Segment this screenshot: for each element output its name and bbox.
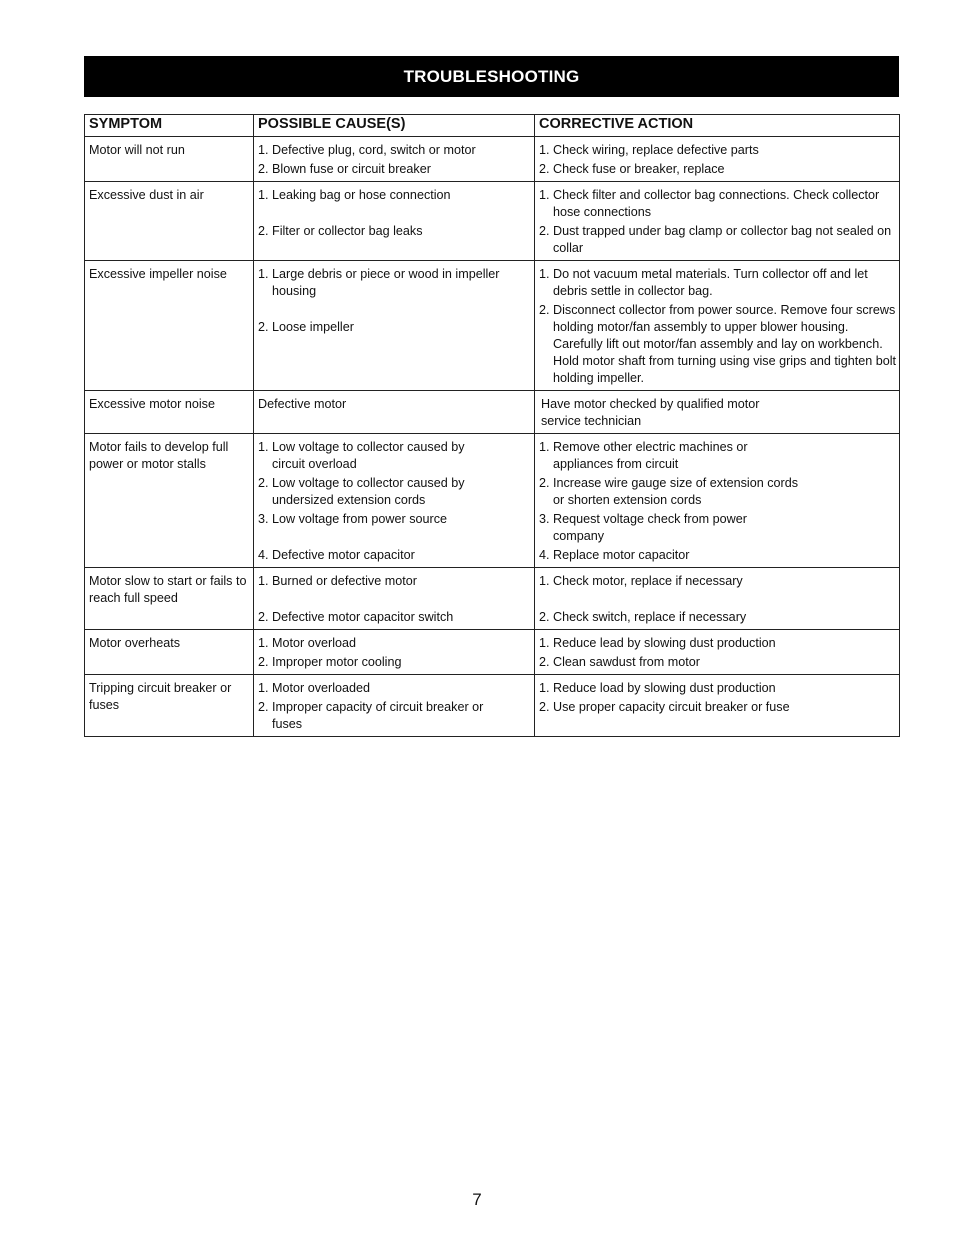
troubleshooting-table (84, 114, 900, 737)
item-number: 2. (258, 655, 269, 669)
symptom-cell (85, 675, 254, 737)
item-number: 1. (258, 143, 269, 157)
action-item (539, 161, 896, 178)
item-text: Check fuse or breaker, replace (553, 162, 725, 176)
item-text: Dust trapped under bag clamp or collector bag not sealed on collar (553, 224, 892, 255)
item-number: 2. (258, 320, 269, 334)
cause-item (258, 439, 531, 473)
item-number: 1. (539, 267, 550, 281)
item-number: 1. (258, 681, 269, 695)
cause-cell (254, 137, 535, 182)
table-row (85, 675, 900, 737)
item-text: Check wiring, replace defective parts (553, 143, 759, 157)
item-text: Do not vacuum metal materials. Turn collector off and let debris settle in collector bag. (553, 267, 868, 298)
section-title: TROUBLESHOOTING (403, 66, 580, 86)
symptom-cell (85, 434, 254, 568)
cause-item (258, 609, 531, 626)
action-item (539, 223, 896, 257)
cause-item (258, 573, 531, 590)
item-text: Motor overload (272, 636, 356, 650)
cause-item (258, 635, 531, 652)
symptom-text: Tripping circuit breaker or fuses (89, 681, 232, 712)
item-text: Disconnect collector from power source. Remove four screws holding motor/fan assembly to upper blower housing. Carefully lift out motor/fan assembly and lay on workbench. Hold motor shaft from turning using vise grips and tighten bolt holding impeller. (553, 303, 897, 385)
item-text: Replace motor capacitor (553, 548, 690, 562)
symptom-cell (85, 391, 254, 434)
item-number: 2. (539, 224, 550, 238)
cause-item (258, 396, 531, 413)
item-number: 1. (539, 188, 550, 202)
table-row (85, 434, 900, 568)
action-item (539, 654, 896, 671)
symptom-text: Excessive dust in air (89, 188, 204, 202)
item-text: Blown fuse or circuit breaker (272, 162, 431, 176)
symptom-cell (85, 568, 254, 630)
item-text: Check motor, replace if necessary (553, 574, 743, 588)
item-text: Reduce lead by slowing dust production (553, 636, 776, 650)
symptom-cell (85, 137, 254, 182)
item-number: 4. (539, 548, 550, 562)
item-number: 2. (539, 700, 550, 714)
item-text: Low voltage from power source (272, 512, 447, 526)
action-item (539, 635, 896, 652)
symptom-text: Motor will not run (89, 143, 185, 157)
item-text: Increase wire gauge size of extension cords or shorten extension cords (553, 476, 799, 507)
item-number: 3. (539, 512, 550, 526)
item-text: Burned or defective motor (272, 574, 417, 588)
action-item (539, 302, 896, 387)
item-text: Improper motor cooling (272, 655, 402, 669)
item-text: Defective motor (258, 397, 347, 411)
item-text: Low voltage to collector caused by undersized extension cords (272, 476, 465, 507)
item-text: Remove other electric machines or appliances from circuit (553, 440, 748, 471)
cause-cell (254, 568, 535, 630)
action-item (539, 547, 896, 564)
table-row (85, 182, 900, 261)
item-number: 2. (258, 224, 269, 238)
item-number: 3. (258, 512, 269, 526)
symptom-cell (85, 630, 254, 675)
item-number: 2. (539, 162, 550, 176)
cause-item (258, 511, 531, 528)
page-number: 7 (472, 1190, 482, 1209)
item-number: 1. (258, 267, 269, 281)
item-number: 2. (258, 162, 269, 176)
item-text: Motor overloaded (272, 681, 371, 695)
item-text: Low voltage to collector caused by circuit overload (272, 440, 465, 471)
action-item (539, 680, 896, 697)
item-number: 1. (258, 188, 269, 202)
item-text: Reduce load by slowing dust production (553, 681, 776, 695)
action-cell (535, 630, 900, 675)
item-text: Defective plug, cord, switch or motor (272, 143, 476, 157)
item-number: 2. (539, 610, 550, 624)
cause-cell (254, 261, 535, 391)
item-number: 1. (539, 636, 550, 650)
item-text: Request voltage check from power company (553, 512, 747, 543)
item-number: 1. (258, 574, 269, 588)
item-text: Improper capacity of circuit breaker or fuses (272, 700, 484, 731)
item-number: 2. (539, 303, 550, 317)
symptom-text: Motor fails to develop full power or motor stalls (89, 440, 229, 471)
item-text: Defective motor capacitor (272, 548, 415, 562)
cause-cell (254, 630, 535, 675)
item-number: 2. (539, 476, 550, 490)
action-item (539, 609, 896, 626)
symptom-cell (85, 182, 254, 261)
symptom-cell (85, 261, 254, 391)
action-item (539, 142, 896, 159)
item-text: Use proper capacity circuit breaker or fuse (553, 700, 790, 714)
action-cell (535, 391, 900, 434)
cause-item (258, 223, 531, 240)
cause-item (258, 547, 531, 564)
item-number: 2. (258, 610, 269, 624)
header-possible-causes: POSSIBLE CAUSE(S) (254, 115, 535, 137)
action-cell (535, 675, 900, 737)
item-number: 1. (539, 681, 550, 695)
item-number: 2. (258, 700, 269, 714)
section-title-banner (84, 56, 899, 97)
symptom-text: Motor slow to start or fails to reach full speed (89, 574, 247, 605)
action-item (539, 511, 896, 545)
action-cell (535, 137, 900, 182)
cause-item (258, 161, 531, 178)
item-number: 1. (539, 574, 550, 588)
table-row (85, 137, 900, 182)
item-text: Defective motor capacitor switch (272, 610, 454, 624)
header-symptom: SYMPTOM (85, 115, 254, 137)
action-cell (535, 182, 900, 261)
table-row (85, 630, 900, 675)
action-item (539, 187, 896, 221)
item-number: 2. (258, 476, 269, 490)
action-cell (535, 261, 900, 391)
action-item (541, 396, 896, 430)
action-item (539, 573, 896, 590)
cause-cell (254, 182, 535, 261)
cause-cell (254, 434, 535, 568)
table-row (85, 391, 900, 434)
item-text: Check switch, replace if necessary (553, 610, 747, 624)
cause-item (258, 142, 531, 159)
cause-item (258, 475, 531, 509)
action-item (539, 266, 896, 300)
item-number: 1. (258, 636, 269, 650)
cause-item (258, 654, 531, 671)
cause-cell (254, 675, 535, 737)
item-text: Have motor checked by qualified motor service technician (541, 397, 760, 428)
cause-cell (254, 391, 535, 434)
item-number: 4. (258, 548, 269, 562)
item-text: Leaking bag or hose connection (272, 188, 451, 202)
item-number: 2. (539, 655, 550, 669)
table-header-row (85, 115, 900, 137)
item-text: Clean sawdust from motor (553, 655, 700, 669)
symptom-text: Motor overheats (89, 636, 180, 650)
action-cell (535, 434, 900, 568)
item-text: Filter or collector bag leaks (272, 224, 423, 238)
cause-item (258, 266, 531, 300)
symptom-text: Excessive impeller noise (89, 267, 227, 281)
header-corrective-action: CORRECTIVE ACTION (535, 115, 900, 137)
action-item (539, 699, 896, 716)
item-text: Check filter and collector bag connections. Check collector hose connections (553, 188, 880, 219)
action-item (539, 475, 896, 509)
table-row (85, 568, 900, 630)
cause-item (258, 187, 531, 204)
action-item (539, 439, 896, 473)
item-text: Loose impeller (272, 320, 354, 334)
cause-item (258, 699, 531, 733)
table-row (85, 261, 900, 391)
item-text: Large debris or piece or wood in impeller housing (272, 267, 500, 298)
item-number: 1. (258, 440, 269, 454)
item-number: 1. (539, 440, 550, 454)
cause-item (258, 319, 531, 336)
item-number: 1. (539, 143, 550, 157)
action-cell (535, 568, 900, 630)
symptom-text: Excessive motor noise (89, 397, 215, 411)
cause-item (258, 680, 531, 697)
